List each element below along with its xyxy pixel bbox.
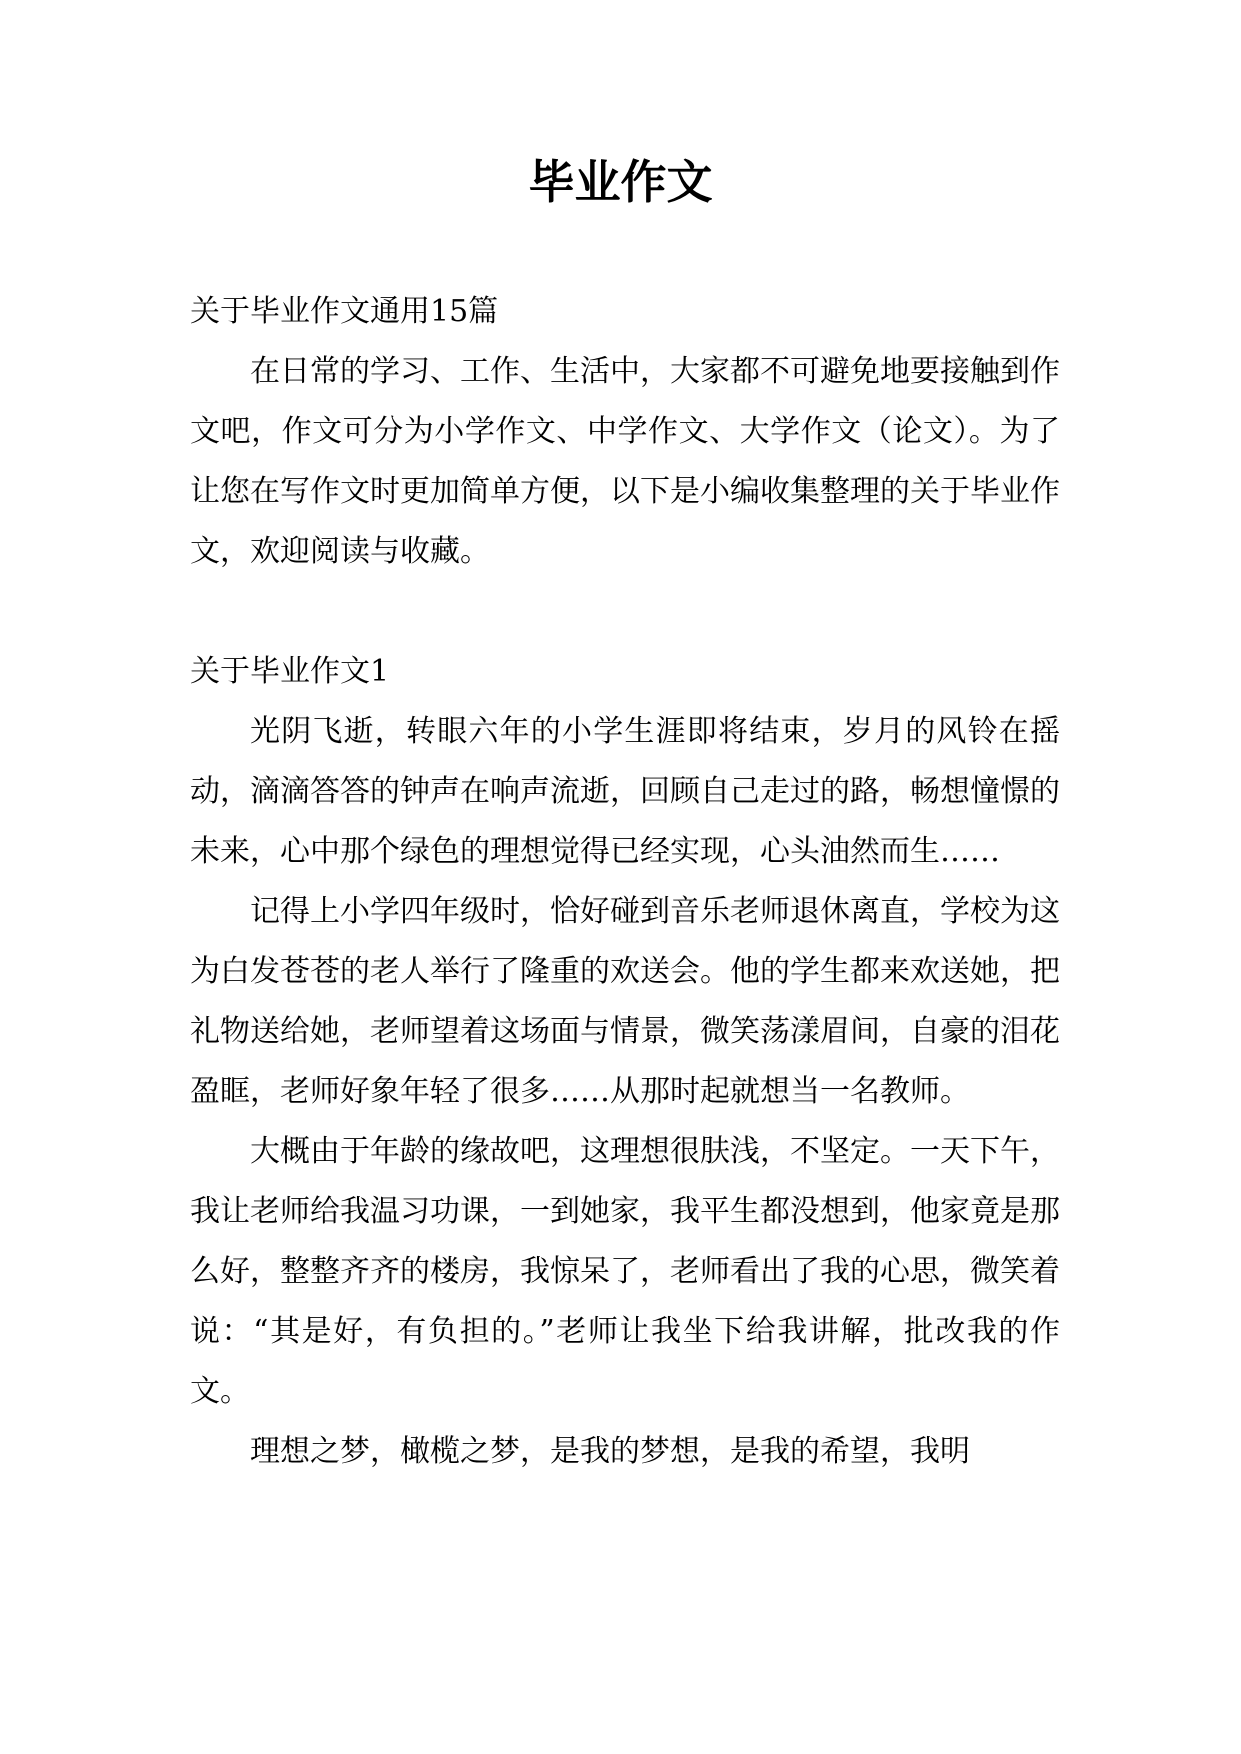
intro-paragraph: 在日常的学习、工作、生活中，大家都不可避免地要接触到作文吧，作文可分为小学作文、中学作文、大学作文（论文）。为了让您在写作文时更加简单方便，以下是小编收集整理的关于毕业作文，欢迎阅读与收藏。 <box>190 354 1060 569</box>
body-paragraph: 理想之梦，橄榄之梦，是我的梦想，是我的希望，我明 <box>250 1434 970 1469</box>
section-heading: 关于毕业作文1 <box>190 654 390 689</box>
document-body <box>190 282 1060 1482</box>
collection-subtitle: 关于毕业作文通用15篇 <box>190 294 499 329</box>
section-spacer <box>190 582 1060 642</box>
document-title: 毕业作文 <box>528 155 713 209</box>
body-paragraph: 光阴飞逝，转眼六年的小学生涯即将结束，岁月的风铃在摇动，滴滴答答的钟声在响声流逝，回顾自己走过的路，畅想憧憬的未来，心中那个绿色的理想觉得已经实现，心头油然而生…… <box>190 714 1060 869</box>
body-paragraph: 记得上小学四年级时，恰好碰到音乐老师退休离直，学校为这为白发苍苍的老人举行了隆重的欢送会。他的学生都来欢送她，把礼物送给她，老师望着这场面与情景，微笑荡漾眉间，自豪的泪花盈眶，老师好象年轻了很多……从那时起就想当一名教师。 <box>190 894 1060 1109</box>
body-paragraph: 大概由于年龄的缘故吧，这理想很肤浅，不坚定。一天下午，我让老师给我温习功课，一到她家，我平生都没想到，他家竟是那么好，整整齐齐的楼房，我惊呆了，老师看出了我的心思，微笑着说：“其是好，有负担的。”老师让我坐下给我讲解，批改我的作文。 <box>190 1134 1060 1409</box>
